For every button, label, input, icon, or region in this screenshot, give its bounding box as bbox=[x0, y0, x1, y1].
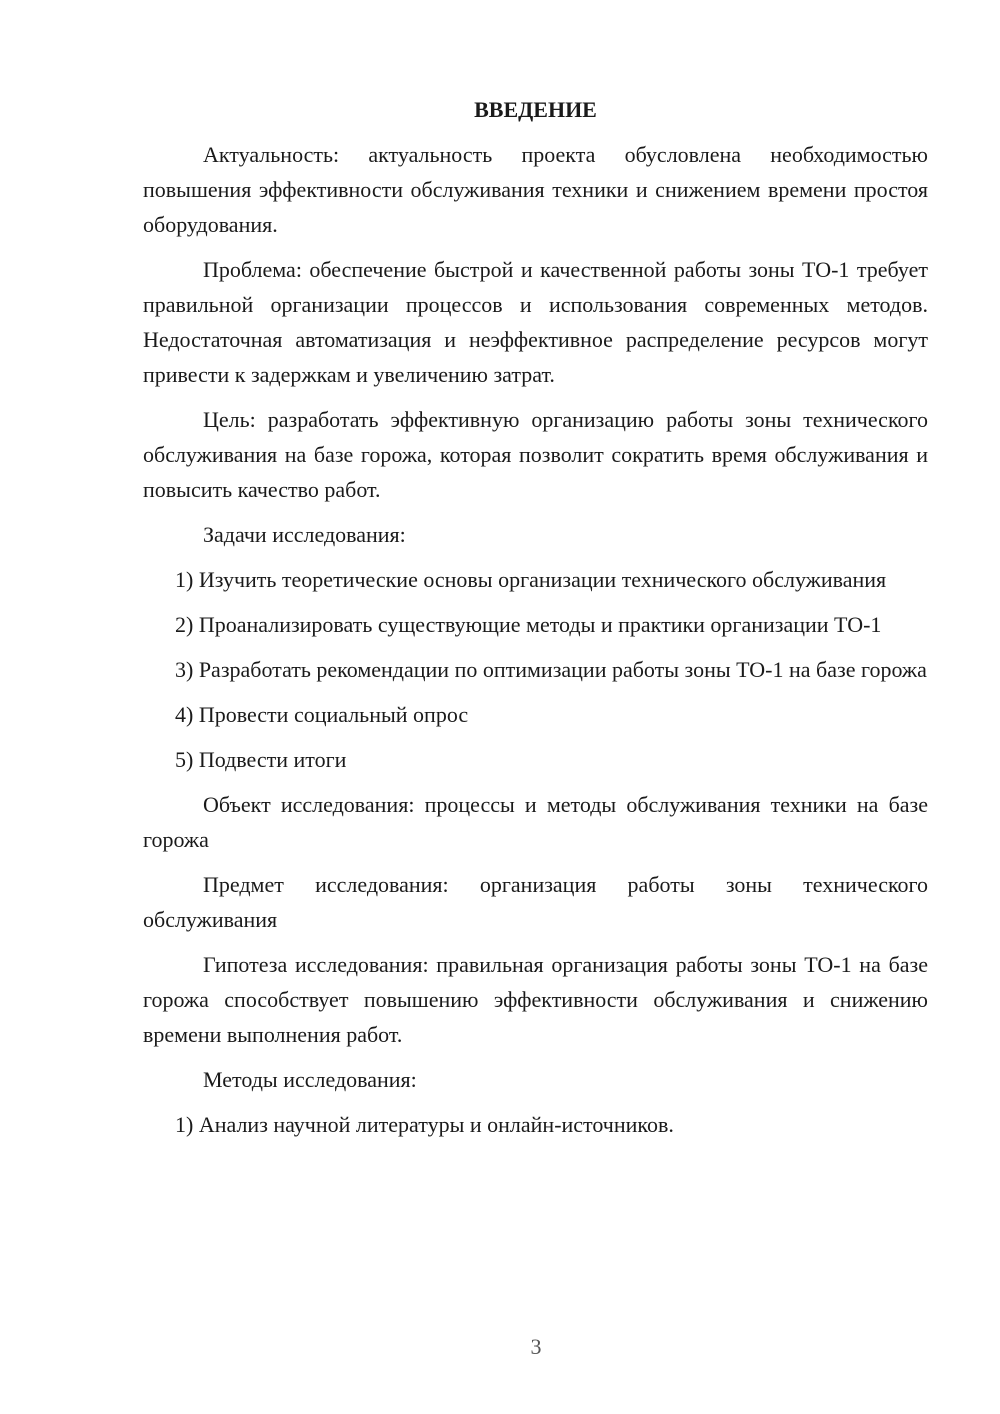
task-item: 3) Разработать рекомендации по оптимизации работы зоны ТО-1 на базе горожа bbox=[175, 657, 927, 682]
task-item: 4) Провести социальный опрос bbox=[175, 702, 469, 727]
subject-paragraph: Предмет исследования: организация работы зоны технического обслуживания bbox=[143, 872, 928, 932]
task-item: 5) Подвести итоги bbox=[175, 747, 347, 772]
object-paragraph: Объект исследования: процессы и методы обслуживания техники на базе горожа bbox=[143, 792, 928, 852]
section-heading: ВВЕДЕНИЕ bbox=[474, 97, 597, 122]
hypothesis-paragraph: Гипотеза исследования: правильная организация работы зоны ТО-1 на базе горожа способствует повышению эффективности обслуживания и снижению времени выполнения работ. bbox=[143, 952, 928, 1047]
goal-paragraph: Цель: разработать эффективную организацию работы зоны технического обслуживания на базе горожа, которая позволит сократить время обслуживания и повысить качество работ. bbox=[143, 407, 928, 502]
methods-title: Методы исследования: bbox=[203, 1067, 417, 1092]
task-item: 1) Изучить теоретические основы организации технического обслуживания bbox=[175, 567, 887, 592]
problem-paragraph: Проблема: обеспечение быстрой и качественной работы зоны ТО-1 требует правильной организации процессов и использования современных методов. Недостаточная автоматизация и неэффективное распределение ресурсов могут привести к задержкам и увеличению затрат. bbox=[143, 257, 928, 387]
relevance-paragraph: Актуальность: актуальность проекта обусловлена необходимостью повышения эффективности обслуживания техники и снижением времени простоя оборудования. bbox=[143, 142, 928, 237]
page-number: 3 bbox=[530, 1334, 542, 1359]
method-item: 1) Анализ научной литературы и онлайн-источников. bbox=[175, 1112, 674, 1137]
document-page bbox=[143, 92, 928, 1152]
task-item: 2) Проанализировать существующие методы и практики организации ТО-1 bbox=[175, 612, 882, 637]
tasks-title: Задачи исследования: bbox=[203, 522, 406, 547]
